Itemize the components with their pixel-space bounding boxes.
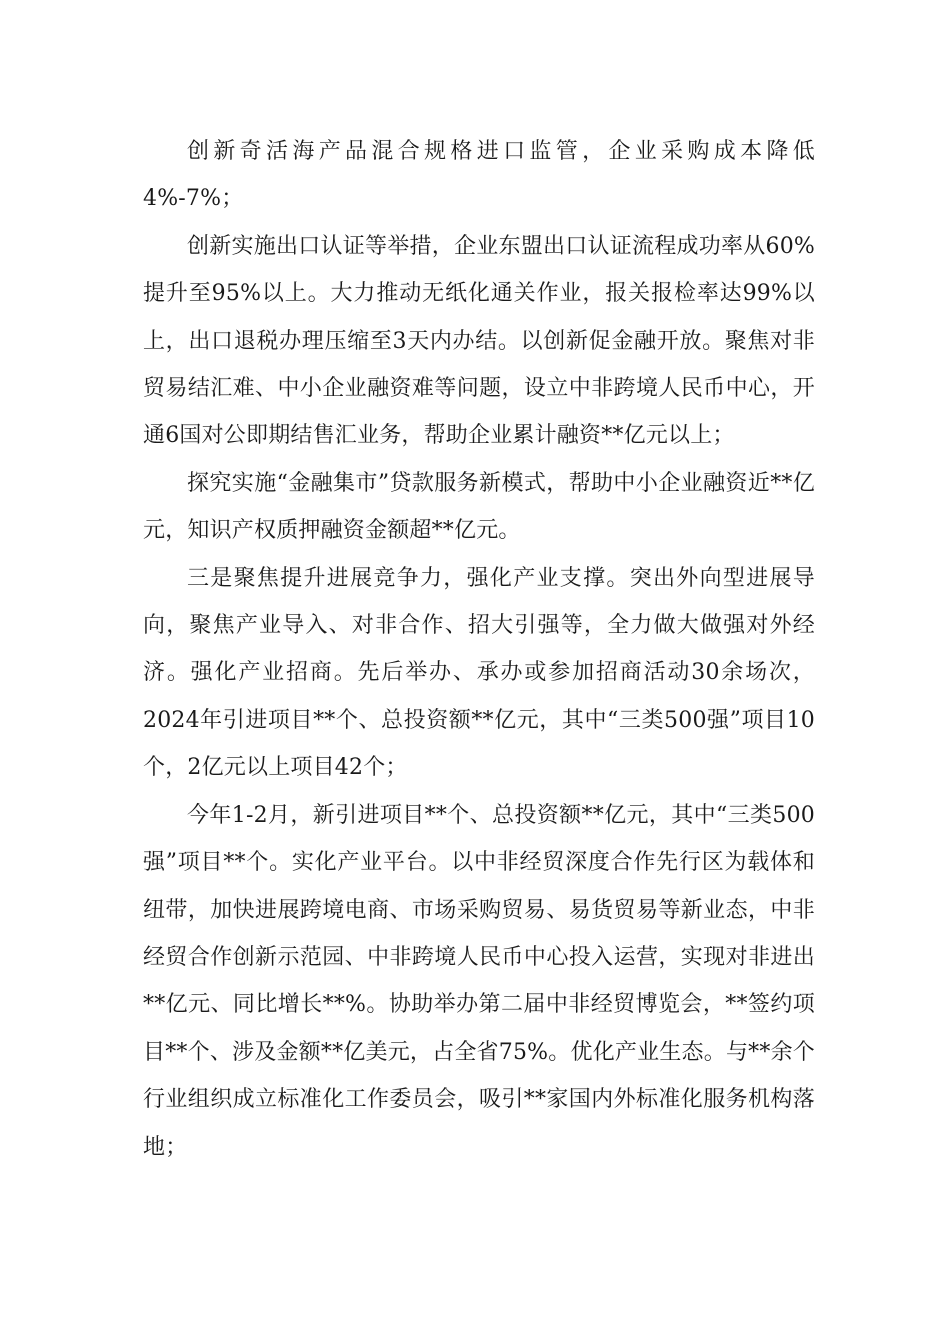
paragraph-import-supervision: 创新奇活海产品混合规格进口监管，企业采购成本降低4%-7%； — [143, 139, 815, 212]
paragraph-industry-support: 三是聚焦提升进展竞争力，强化产业支撑。突出外向型进展导向，聚焦产业导入、对非合作、招大引强等，全力做大做强对外经济。强化产业招商。先后举办、承办或参加招商活动30余场次，2024年引进项目**个、总投资额**亿元，其中“三类500强”项目10个，2亿元以上项目42个； — [143, 565, 815, 781]
paragraph-new-projects: 今年1-2月，新引进项目**个、总投资额**亿元，其中“三类500强”项目**个。实化产业平台。以中非经贸深度合作先行区为载体和纽带，加快进展跨境电商、市场采购贸易、易货贸易等新业态，中非经贸合作创新示范园、中非跨境人民币中心投入运营，实现对非进出**亿元、同比增长**%。协助举办第二届中非经贸博览会，**签约项目**个、涉及金额**亿美元，占全省75%。优化产业生态。与**余个行业组织成立标准化工作委员会，吸引**家国内外标准化服务机构落地； — [143, 802, 815, 1160]
document-body — [143, 128, 815, 1171]
paragraph-export-certification: 创新实施出口认证等举措，企业东盟出口认证流程成功率从60%提升至95%以上。大力推动无纸化通关作业，报关报检率达99%以上，出口退税办理压缩至3天内办结。以创新促金融开放。聚焦对非贸易结汇难、中小企业融资难等问题，设立中非跨境人民币中心，开通6国对公即期结售汇业务，帮助企业累计融资**亿元以上； — [143, 233, 815, 449]
paragraph-finance-market: 探究实施“金融集市”贷款服务新模式，帮助中小企业融资近**亿元，知识产权质押融资金额超**亿元。 — [143, 470, 815, 544]
